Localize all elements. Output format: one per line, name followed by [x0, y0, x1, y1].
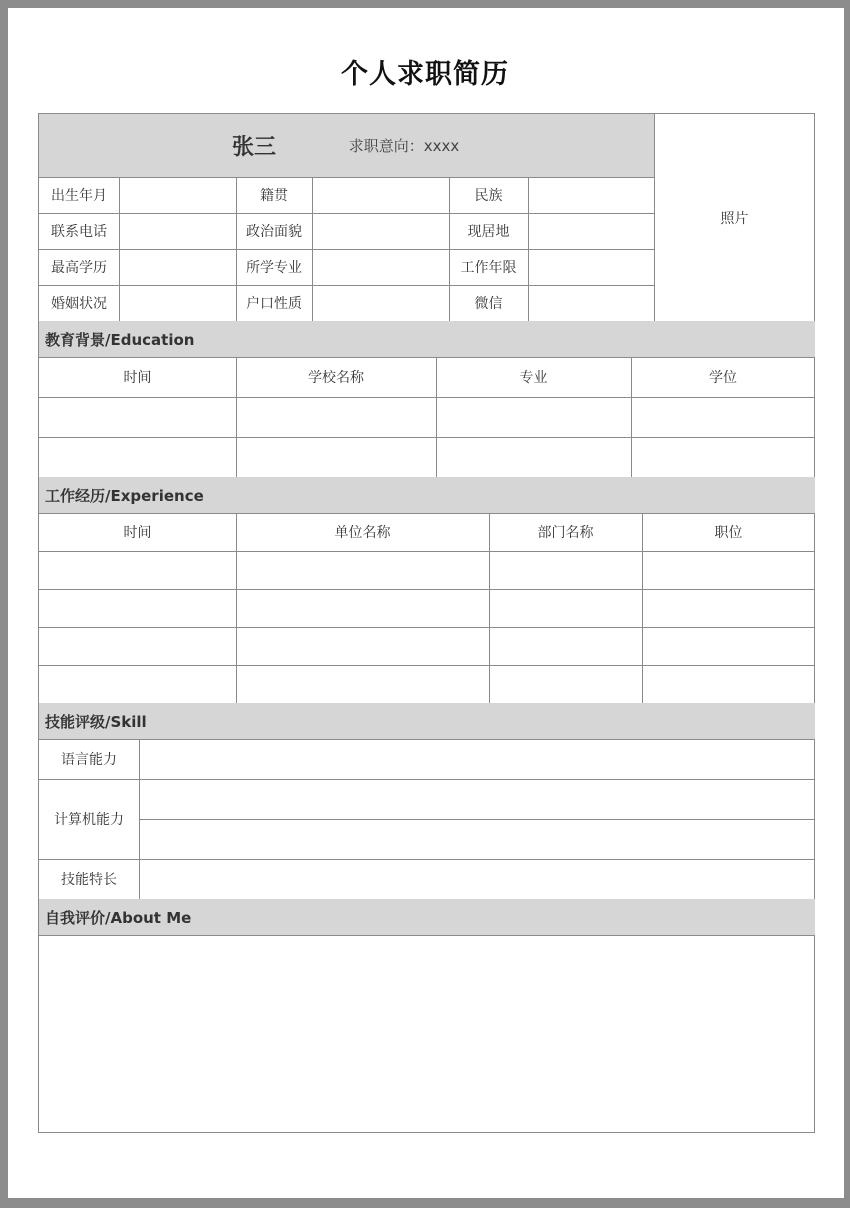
education-col-time: 时间 [123, 370, 152, 386]
experience-col-department: 部门名称 [537, 525, 594, 541]
skill-label-language: 语言能力 [61, 752, 117, 768]
candidate-name: 张三 [231, 135, 276, 160]
document-title: 个人求职简历 [341, 59, 509, 90]
education-row[interactable] [39, 438, 815, 477]
skill-label-specialty: 技能特长 [61, 872, 117, 888]
experience-col-time: 时间 [123, 525, 152, 541]
experience-row[interactable] [39, 628, 815, 665]
education-col-school: 学校名称 [308, 370, 364, 386]
value-work-years[interactable] [529, 250, 654, 285]
job-intent: 求职意向：xxxx [348, 137, 460, 155]
photo-placeholder[interactable]: 照片 [720, 210, 749, 227]
value-political[interactable] [313, 214, 449, 249]
experience-row[interactable] [39, 552, 815, 589]
skill-section-header: 技能评级/Skill [39, 703, 815, 739]
label-native-place: 籍贯 [260, 188, 288, 204]
value-ethnicity[interactable] [529, 178, 654, 213]
value-education-level[interactable] [120, 250, 236, 285]
label-political: 政治面貌 [246, 224, 302, 240]
label-phone: 联系电话 [51, 224, 107, 240]
experience-col-company: 单位名称 [334, 525, 391, 541]
education-col-major: 专业 [519, 370, 548, 386]
value-wechat[interactable] [529, 286, 654, 321]
value-major[interactable] [313, 250, 449, 285]
experience-section-header: 工作经历/Experience [39, 477, 815, 513]
experience-row[interactable] [39, 590, 815, 627]
label-wechat: 微信 [474, 296, 503, 312]
label-education-level: 最高学历 [51, 260, 107, 276]
label-birth: 出生年月 [51, 188, 107, 204]
education-col-degree: 学位 [709, 370, 737, 386]
value-marital[interactable] [120, 286, 236, 321]
experience-col-position: 职位 [714, 525, 743, 541]
skill-value-language[interactable] [140, 740, 815, 779]
label-marital: 婚姻状况 [51, 296, 107, 312]
label-ethnicity: 民族 [474, 188, 503, 204]
skill-value-computer[interactable] [140, 820, 815, 859]
label-work-years: 工作年限 [460, 260, 517, 276]
label-major: 所学专业 [246, 260, 302, 276]
resume-form [38, 113, 815, 1133]
experience-row[interactable] [39, 666, 815, 703]
value-phone[interactable] [120, 214, 236, 249]
label-hukou: 户口性质 [246, 296, 302, 312]
skill-value-computer[interactable] [140, 780, 815, 819]
value-native-place[interactable] [313, 178, 449, 213]
about-section-header: 自我评价/About Me [39, 899, 815, 935]
education-row[interactable] [39, 398, 815, 437]
label-residence: 现居地 [467, 224, 510, 240]
value-residence[interactable] [529, 214, 654, 249]
skill-value-specialty[interactable] [140, 860, 815, 899]
value-birth[interactable] [120, 178, 236, 213]
value-hukou[interactable] [313, 286, 449, 321]
about-text-area[interactable] [39, 936, 815, 1133]
skill-label-computer: 计算机能力 [54, 812, 124, 828]
education-section-header: 教育背景/Education [39, 321, 815, 357]
